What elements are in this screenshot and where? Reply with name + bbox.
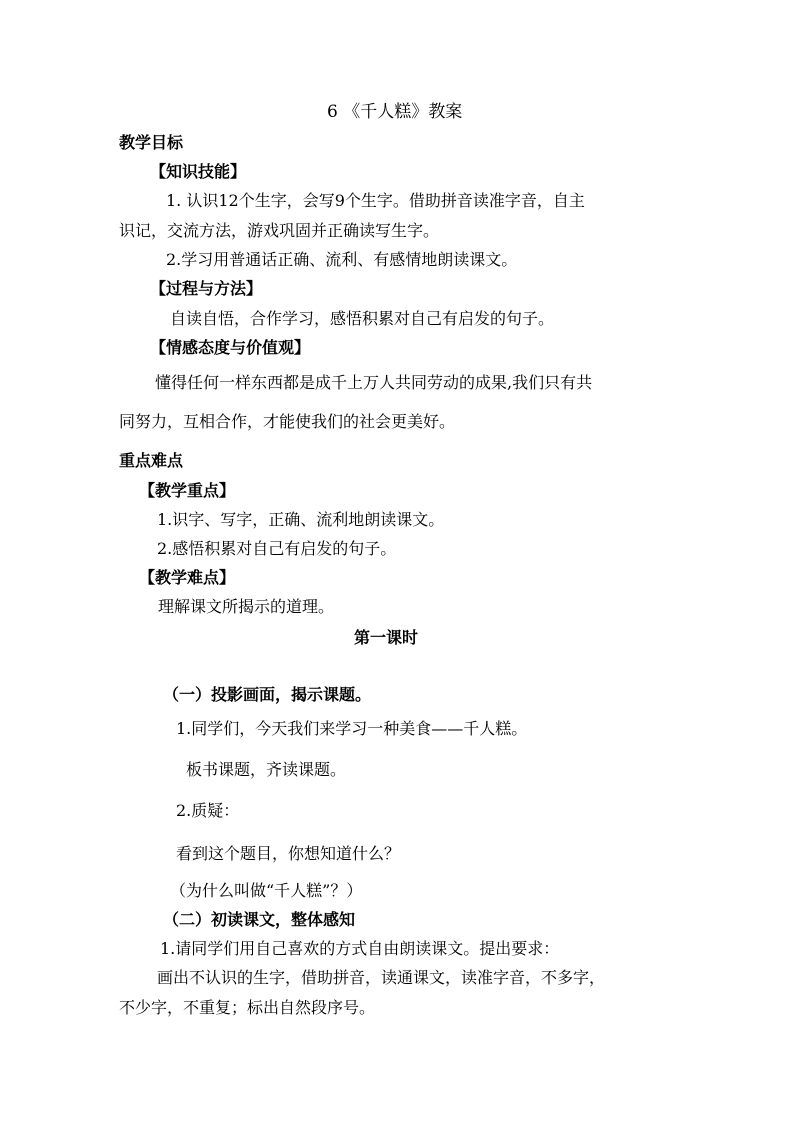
section-heading-key-points: 重点难点 xyxy=(119,451,184,470)
lesson-1-part-2-item-1-line-2: 画出不认识的生字，借助拼音，读通课文，读准字音，不多字， xyxy=(157,968,606,987)
subheading-knowledge-skills: 【知识技能】 xyxy=(150,162,247,181)
lesson-1-part-2-item-1-line-3: 不少字，不重复；标出自然段序号。 xyxy=(119,998,376,1017)
lesson-1-part-1-heading: （一）投影画面，揭示课题。 xyxy=(163,685,372,704)
lesson-1-part-1-item-1: 1.同学们，今天我们来学习一种美食——千人糕。 xyxy=(176,719,528,738)
knowledge-item-2: 2.学习用普通话正确、流利、有感情地朗读课文。 xyxy=(166,250,518,269)
process-methods-text: 自读自悟，合作学习，感悟积累对自己有启发的句子。 xyxy=(170,309,555,328)
section-heading-objectives: 教学目标 xyxy=(119,133,184,152)
knowledge-item-1-line-1: 1. 认识12个生字，会写9个生字。借助拼音读准字音，自主 xyxy=(166,191,585,210)
teaching-focus-item-1: 1.识字、写字，正确、流利地朗读课文。 xyxy=(157,510,445,529)
knowledge-item-1-line-2: 识记，交流方法，游戏巩固并正确读写生字。 xyxy=(119,221,440,240)
subheading-process-methods: 【过程与方法】 xyxy=(150,279,263,298)
subheading-teaching-difficulty: 【教学难点】 xyxy=(139,568,236,587)
lesson-1-part-2-heading: （二）初读课文，整体感知 xyxy=(163,910,356,929)
lesson-1-part-1-answer: （为什么叫做“千人糕”？） xyxy=(170,881,363,900)
lesson-1-part-1-question: 看到这个题目，你想知道什么？ xyxy=(176,844,401,863)
lesson-1-part-2-item-1: 1.请同学们用自己喜欢的方式自由朗读课文。提出要求： xyxy=(160,939,560,958)
teaching-focus-item-2: 2.感悟积累对自己有启发的句子。 xyxy=(157,539,397,558)
emotion-values-line-1: 懂得任何一样东西都是成千上万人共同劳动的成果,我们只有共 xyxy=(155,373,593,392)
document-title: 6 《千人糕》教案 xyxy=(327,102,463,122)
lesson-1-heading: 第一课时 xyxy=(354,628,419,647)
teaching-difficulty-text: 理解课文所揭示的道理。 xyxy=(158,597,335,616)
subheading-teaching-focus: 【教学重点】 xyxy=(139,481,236,500)
lesson-1-part-1-note-1: 板书课题，齐读课题。 xyxy=(186,760,347,779)
subheading-emotion-values: 【情感态度与价值观】 xyxy=(150,338,311,357)
lesson-1-part-1-item-2: 2.质疑： xyxy=(176,801,240,820)
emotion-values-line-2: 同努力，互相合作，才能使我们的社会更美好。 xyxy=(119,412,456,431)
